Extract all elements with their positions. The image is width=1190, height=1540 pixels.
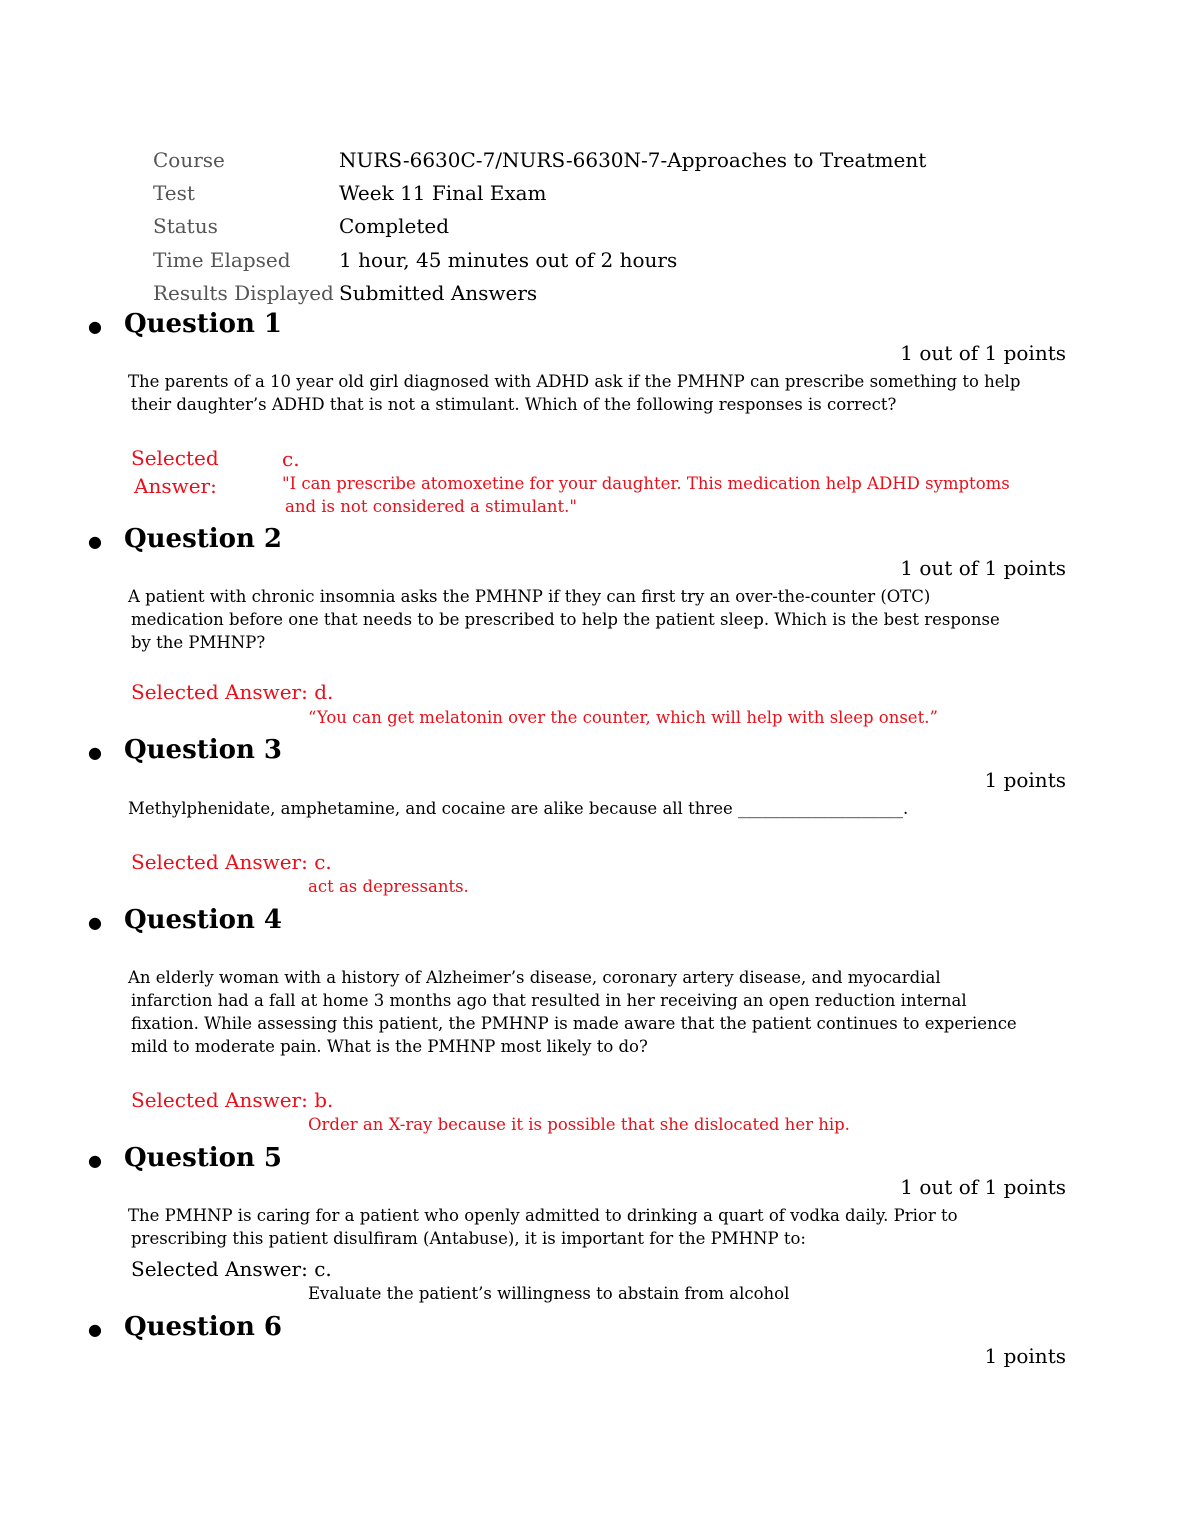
question-text-line: medication before one that needs to be prescribed to help the patient sleep. Which is the best response	[131, 610, 1000, 629]
selected-answer-text: Order an X-ray because it is possible that she dislocated her hip.	[308, 1115, 850, 1134]
question-title: Question 1	[124, 309, 283, 339]
question-title: Question 4	[124, 905, 283, 935]
answer-line: and is not considered a stimulant."	[285, 497, 577, 516]
selected-answer-label: Selected Answer: d.	[131, 680, 334, 704]
results-displayed-value: Submitted Answers	[339, 280, 538, 305]
results-displayed-label: Results Displayed	[153, 280, 334, 305]
test-value: Week 11 Final Exam	[339, 180, 547, 205]
status-row	[153, 210, 926, 243]
question-text-line: An elderly woman with a history of Alzheimer’s disease, coronary artery disease, and myocardial	[128, 968, 941, 987]
course-label: Course	[153, 147, 225, 172]
selected-answer-text: Evaluate the patient’s willingness to abstain from alcohol	[308, 1284, 790, 1303]
question-text	[128, 370, 1028, 416]
time-elapsed-row	[153, 243, 926, 276]
status-label: Status	[153, 214, 218, 239]
selected-label-line2: Answer:	[134, 474, 217, 498]
selected-answer-label: Selected Answer: b.	[131, 1088, 334, 1112]
selected-answer-text	[282, 472, 1010, 518]
question-text-line: The parents of a 10 year old girl diagnosed with ADHD ask if the PMHNP can prescribe something to help	[128, 372, 1021, 391]
bullet-icon: ●	[88, 532, 102, 551]
question-text	[128, 1204, 1028, 1250]
answer-line: "I can prescribe atomoxetine for your daughter. This medication help ADHD symptoms	[282, 474, 1010, 493]
question-title: Question 3	[124, 735, 283, 765]
selected-answer-text: “You can get melatonin over the counter, which will help with sleep onset.”	[308, 708, 938, 727]
selected-answer-label	[131, 444, 219, 500]
selected-answer-letter: c.	[314, 1257, 332, 1281]
question-text	[128, 966, 1028, 1058]
selected-answer-label: Selected Answer: c.	[131, 850, 332, 874]
selected-answer-letter: c.	[282, 447, 300, 471]
question-title: Question 5	[124, 1143, 283, 1173]
question-text-line: their daughter’s ADHD that is not a stimulant. Which of the following responses is correct?	[131, 395, 897, 414]
question-text-line: A patient with chronic insomnia asks the PMHNP if they can first try an over-the-counter (OTC)	[128, 587, 931, 606]
question-text-line: fixation. While assessing this patient, the PMHNP is made aware that the patient continues to experience	[131, 1014, 1017, 1033]
question-text	[128, 797, 1028, 820]
question-points: 1 out of 1 points	[900, 556, 1066, 580]
selected-answer-text: act as depressants.	[308, 877, 469, 896]
question-text-line: by the PMHNP?	[131, 633, 266, 652]
question-text-line: The PMHNP is caring for a patient who openly admitted to drinking a quart of vodka daily. Prior to	[128, 1206, 958, 1225]
question-text	[128, 585, 1028, 654]
question-title: Question 2	[124, 524, 283, 554]
selected-label-line1: Selected	[131, 446, 219, 470]
question-text-line: Methylphenidate, amphetamine, and cocaine are alike because all three ____________________.	[128, 799, 909, 818]
bullet-icon: ●	[88, 1151, 102, 1170]
status-value: Completed	[339, 214, 450, 239]
selected-answer-letter: c.	[314, 850, 332, 874]
selected-answer-label: Selected Answer: c.	[131, 1257, 332, 1281]
question-text-line: prescribing this patient disulfiram (Antabuse), it is important for the PMHNP to:	[131, 1229, 806, 1248]
bullet-icon: ●	[88, 913, 102, 932]
bullet-icon: ●	[88, 317, 102, 336]
course-row	[153, 143, 926, 176]
test-info-table	[153, 143, 926, 309]
question-points: 1 out of 1 points	[900, 1175, 1066, 1199]
selected-answer-letter: b.	[314, 1088, 334, 1112]
question-points: 1 points	[984, 768, 1066, 792]
time-elapsed-label: Time Elapsed	[153, 247, 291, 272]
time-elapsed-value: 1 hour, 45 minutes out of 2 hours	[339, 247, 678, 272]
bullet-icon: ●	[88, 743, 102, 762]
course-value: NURS-6630C-7/NURS-6630N-7-Approaches to Treatment	[339, 147, 927, 172]
results-displayed-row	[153, 276, 926, 309]
question-text-line: infarction had a fall at home 3 months ago that resulted in her receiving an open reduction internal	[131, 991, 967, 1010]
question-title: Question 6	[124, 1312, 283, 1342]
test-row	[153, 176, 926, 209]
question-text-line: mild to moderate pain. What is the PMHNP most likely to do?	[131, 1037, 648, 1056]
selected-answer-letter: d.	[314, 680, 334, 704]
question-points: 1 out of 1 points	[900, 341, 1066, 365]
question-points: 1 points	[984, 1344, 1066, 1368]
bullet-icon: ●	[88, 1320, 102, 1339]
test-label: Test	[153, 180, 195, 205]
